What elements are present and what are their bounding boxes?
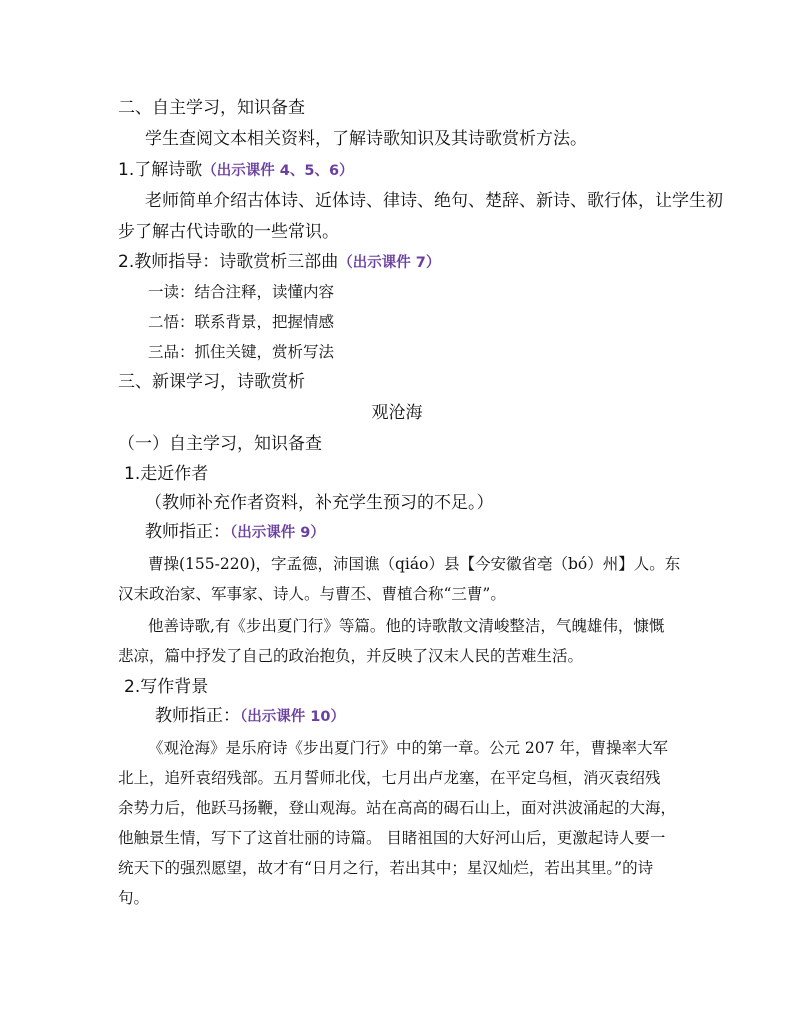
step-comprehend: 二悟：联系背景，把握情感 (148, 313, 335, 331)
paragraph-line: 他触景生情，写下了这首壮丽的诗篇。 目睹祖国的大好河山后，更激起诗人要一 (118, 829, 666, 847)
paragraph-line: 统天下的强烈愿望，故才有“日月之行，若出其中；星汉灿烂，若出其里。”的诗 (118, 859, 654, 877)
teacher-label: 教师指正： (145, 522, 230, 542)
paragraph-line: 曹操(155-220)，字孟德，沛国谯（qiáo）县【今安徽省亳（bó）州】人。东 (148, 555, 681, 573)
paragraph-line: 悲凉，篇中抒发了自己的政治抱负，并反映了汉末人民的苦难生活。 (118, 647, 584, 665)
poem-title: 观沧海 (371, 403, 423, 423)
item-1-title: 1.了解诗歌 (118, 160, 203, 180)
courseware-ref: （出示课件 10） (240, 709, 345, 725)
paragraph-line: 老师简单介绍古体诗、近体诗、律诗、绝句、楚辞、新诗、歌行体，让学生初 (145, 191, 723, 211)
paragraph-line: 句。 (118, 889, 150, 907)
item-1-heading (118, 159, 354, 182)
step-read: 一读：结合注释，读懂内容 (148, 283, 335, 301)
author-heading: 1.走近作者 (124, 464, 209, 484)
paragraph-line: 余势力后，他跃马扬鞭，登山观海。站在高高的碣石山上，面对洪波涌起的大海， (118, 799, 677, 817)
item-2-title: 2.教师指导：诗歌赏析三部曲 (118, 252, 339, 272)
paragraph-line: 步了解古代诗歌的一些常识。 (118, 222, 339, 242)
courseware-ref: （出示课件 4、5、6） (202, 163, 354, 179)
paragraph-line: 《观沧海》是乐府诗《步出夏门行》中的第一章。公元 207 年，曹操率大军 (148, 739, 668, 757)
teacher-label: 教师指正： (155, 706, 240, 726)
courseware-ref: （出示课件 7） (338, 255, 441, 271)
background-heading: 2.写作背景 (124, 677, 209, 697)
paragraph-line: 北上，追歼袁绍残部。五月誓师北伐，七月出卢龙塞，在平定乌桓，消灭袁绍残 (118, 769, 661, 787)
author-note: （教师补充作者资料，补充学生预习的不足。） (145, 493, 494, 513)
section-heading-3: 三、新课学习，诗歌赏析 (118, 372, 305, 392)
subsection-heading: （一）自主学习，知识备查 (118, 434, 322, 454)
step-appreciate: 三品：抓住关键，赏析写法 (148, 343, 335, 361)
paragraph-line: 他善诗歌,有《步出夏门行》等篇。他的诗歌散文清峻整洁，气魄雄伟，慷慨 (148, 617, 665, 635)
courseware-ref: （出示课件 9） (230, 525, 325, 541)
section-heading-2: 二、自主学习，知识备查 (118, 98, 305, 118)
paragraph-line: 汉末政治家、军事家、诗人。与曹丕、曹植合称“三曹”。 (118, 585, 506, 603)
teacher-correction (155, 705, 345, 728)
teacher-correction (145, 521, 325, 544)
section-intro: 学生查阅文本相关资料，了解诗歌知识及其诗歌赏析方法。 (145, 129, 587, 149)
item-2-heading (118, 251, 440, 274)
